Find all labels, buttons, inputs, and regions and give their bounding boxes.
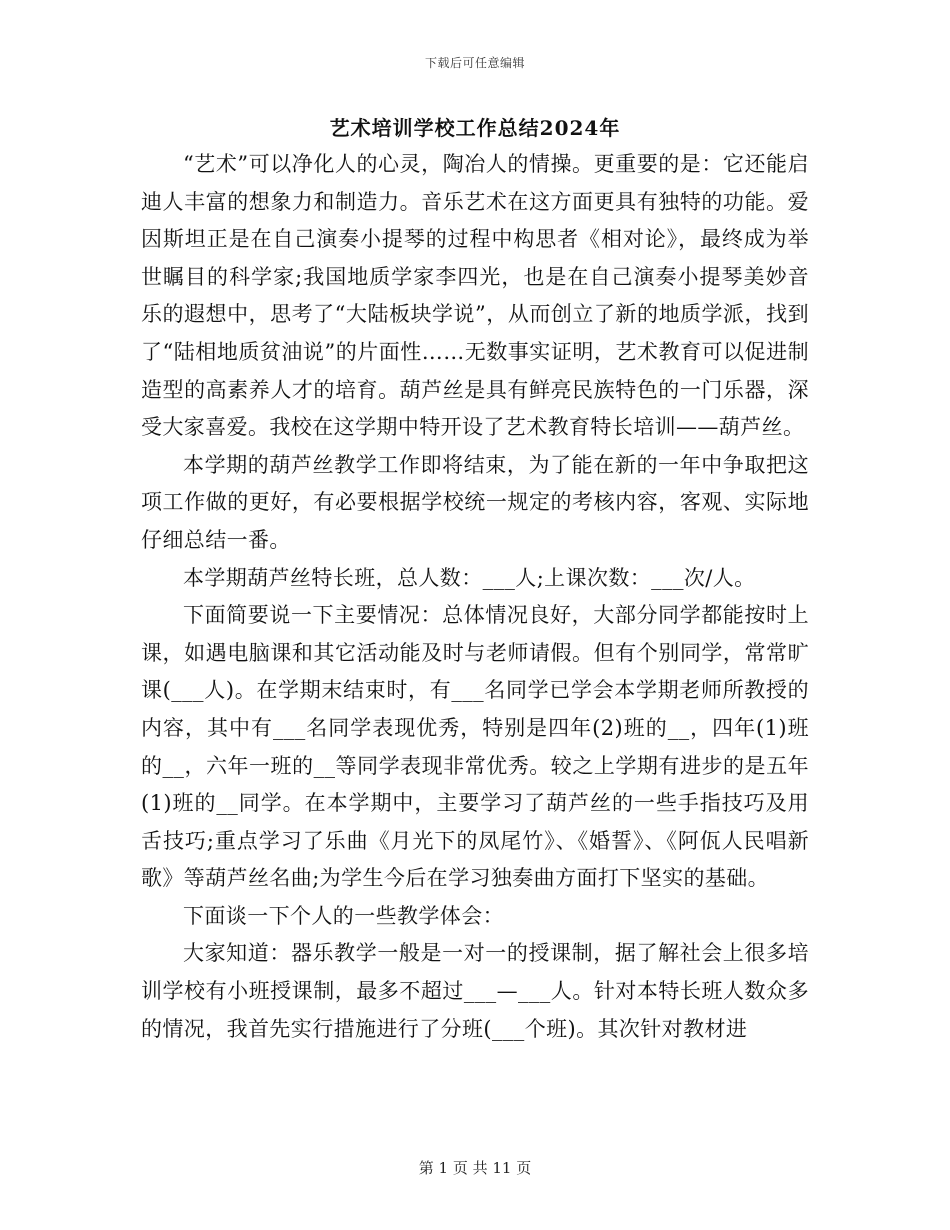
paragraph-main-situation: 下面简要说一下主要情况：总体情况良好，大部分同学都能按时上课，如遇电脑课和其它活动能及时与老师请假。但有个别同学，常常旷课(___人)。在学期末结束时，有___名同学已学会本学期老师所教授的内容，其中有___名同学表现优秀，特别是四年(2)班的__，四年(1)班的__，六年一班的__等同学表现非常优秀。较之上学期有进步的是五年(1)班的__同学。在本学期中，主要学习了葫芦丝的一些手指技巧及用舌技巧;重点学习了乐曲《月光下的凤尾竹》、《婚誓》、《阿佤人民唱新歌》等葫芦丝名曲;为学生今后在学习独奏曲方面打下坚实的基础。 (141, 603, 809, 891)
paragraph-intro: “艺术”可以净化人的心灵，陶冶人的情操。更重要的是：它还能启迪人丰富的想象力和制造力。音乐艺术在这方面更具有独特的功能。爱因斯坦正是在自己演奏小提琴的过程中构思者《相对论》，最终成为举世瞩目的科学家;我国地质学家李四光，也是在自己演奏小提琴美妙音乐的遐想中，思考了“大陆板块学说”，从而创立了新的地质学派，找到了“陆相地质贫油说”的片面性……无数事实证明，艺术教育可以促进制造型的高素养人才的培育。葫芦丝是具有鲜亮民族特色的一门乐器，深受大家喜爱。我校在这学期中特开设了艺术教育特长培训——葫芦丝。 (141, 152, 809, 440)
header-note: 下载后可任意编辑 (424, 56, 525, 70)
paragraph-experience-intro: 下面谈一下个人的一些教学体会： (183, 903, 504, 928)
document-title: 艺术培训学校工作总结2024年 (329, 116, 621, 140)
document-body (141, 146, 809, 1048)
paragraph-purpose: 本学期的葫芦丝教学工作即将结束，为了能在新的一年中争取把这项工作做的更好，有必要根据学校统一规定的考核内容，客观、实际地仔细总结一番。 (141, 452, 809, 552)
page-number: 第 1 页 共 11 页 (418, 1159, 532, 1177)
paragraph-teaching-method: 大家知道：器乐教学一般是一对一的授课制，据了解社会上很多培训学校有小班授课制，最多不超过___—___人。针对本特长班人数众多的情况，我首先实行措施进行了分班(___个班)。其次针对教材进 (141, 941, 809, 1041)
paragraph-class-stats: 本学期葫芦丝特长班，总人数：___人;上课次数：___次/人。 (183, 565, 756, 590)
